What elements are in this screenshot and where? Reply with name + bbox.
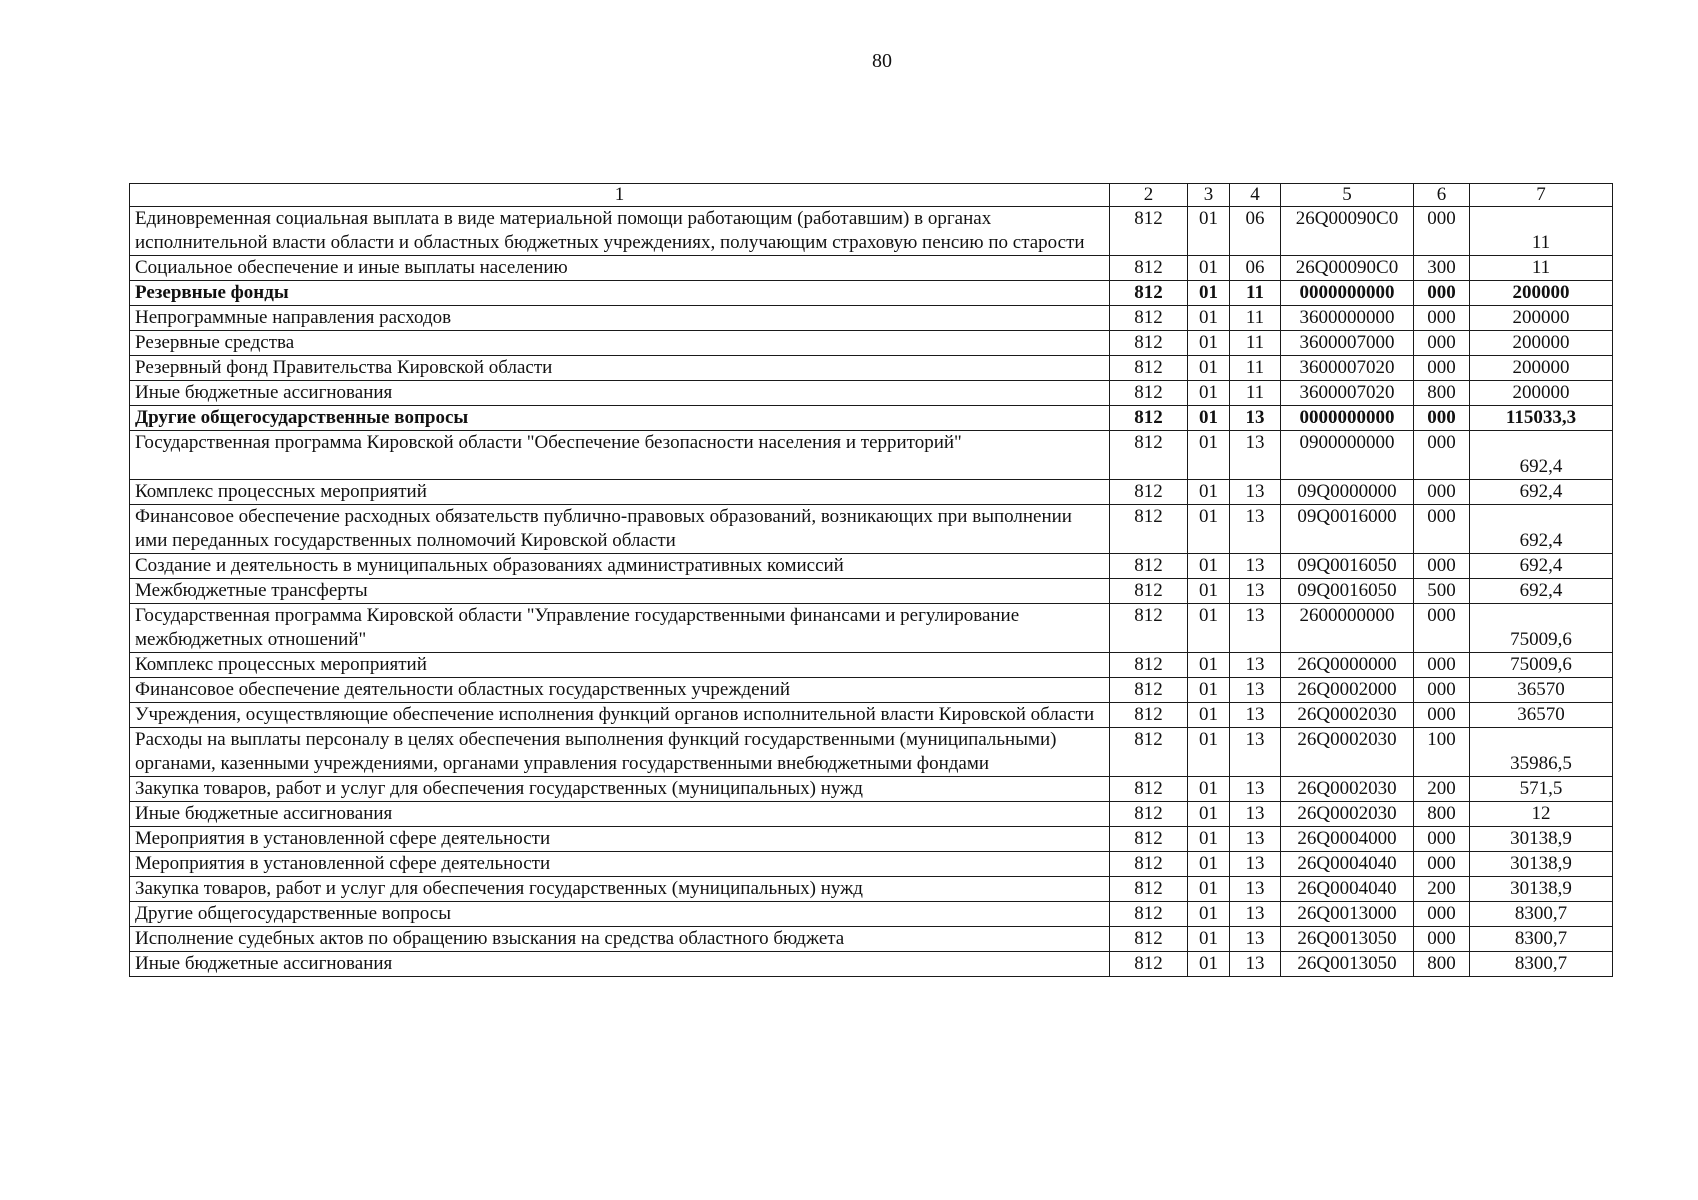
row-code-cell: 812 [1110,802,1188,827]
row-expense-type-cell: 000 [1414,604,1470,653]
row-expense-type-cell: 800 [1414,381,1470,406]
table-row [130,505,1613,554]
row-expense-type-cell: 500 [1414,579,1470,604]
row-section-cell: 01 [1188,256,1230,281]
row-name-cell: Закупка товаров, работ и услуг для обеспечения государственных (муниципальных) нужд [130,777,1110,802]
row-section-cell: 01 [1188,505,1230,554]
table-row [130,827,1613,852]
row-target-article-cell: 09Q0000000 [1281,480,1414,505]
row-subsection-cell: 13 [1230,431,1281,480]
row-subsection-cell: 13 [1230,579,1281,604]
row-name-cell: Межбюджетные трансферты [130,579,1110,604]
row-name-cell: Резервный фонд Правительства Кировской области [130,356,1110,381]
row-expense-type-cell: 800 [1414,802,1470,827]
row-section-cell: 01 [1188,331,1230,356]
row-expense-type-cell: 000 [1414,653,1470,678]
column-header: 2 [1110,184,1188,207]
row-section-cell: 01 [1188,678,1230,703]
row-expense-type-cell: 300 [1414,256,1470,281]
row-section-cell: 01 [1188,281,1230,306]
row-section-cell: 01 [1188,381,1230,406]
table-row [130,207,1613,256]
table-row [130,653,1613,678]
row-target-article-cell: 26Q0002000 [1281,678,1414,703]
row-expense-type-cell: 200 [1414,877,1470,902]
row-target-article-cell: 26Q0002030 [1281,728,1414,777]
row-section-cell: 01 [1188,827,1230,852]
row-code-cell: 812 [1110,777,1188,802]
column-header: 6 [1414,184,1470,207]
row-subsection-cell: 06 [1230,256,1281,281]
row-section-cell: 01 [1188,431,1230,480]
row-amount-cell: 8300,7 [1470,952,1613,977]
row-target-article-cell: 26Q0013050 [1281,927,1414,952]
table-row [130,604,1613,653]
row-code-cell: 812 [1110,927,1188,952]
row-section-cell: 01 [1188,356,1230,381]
row-name-cell: Государственная программа Кировской области "Обеспечение безопасности населения и территорий" [130,431,1110,480]
row-code-cell: 812 [1110,579,1188,604]
table-row [130,356,1613,381]
row-expense-type-cell: 000 [1414,480,1470,505]
row-name-cell: Мероприятия в установленной сфере деятельности [130,827,1110,852]
row-target-article-cell: 09Q0016000 [1281,505,1414,554]
row-target-article-cell: 0900000000 [1281,431,1414,480]
row-subsection-cell: 13 [1230,827,1281,852]
table-row [130,381,1613,406]
table-row [130,902,1613,927]
row-subsection-cell: 13 [1230,777,1281,802]
row-subsection-cell: 13 [1230,902,1281,927]
row-subsection-cell: 11 [1230,356,1281,381]
row-subsection-cell: 13 [1230,877,1281,902]
row-subsection-cell: 11 [1230,281,1281,306]
table-row [130,579,1613,604]
budget-table [129,183,1613,977]
row-expense-type-cell: 000 [1414,703,1470,728]
row-code-cell: 812 [1110,952,1188,977]
row-target-article-cell: 26Q0013000 [1281,902,1414,927]
table-row [130,877,1613,902]
table-row [130,703,1613,728]
column-header: 7 [1470,184,1613,207]
row-expense-type-cell: 000 [1414,306,1470,331]
row-amount-cell: 692,4 [1470,505,1613,554]
row-subsection-cell: 13 [1230,678,1281,703]
row-name-cell: Другие общегосударственные вопросы [130,406,1110,431]
row-amount-cell: 30138,9 [1470,852,1613,877]
row-amount-cell: 30138,9 [1470,877,1613,902]
row-section-cell: 01 [1188,653,1230,678]
row-expense-type-cell: 000 [1414,927,1470,952]
table-row [130,431,1613,480]
row-code-cell: 812 [1110,431,1188,480]
row-expense-type-cell: 100 [1414,728,1470,777]
table-row [130,306,1613,331]
row-subsection-cell: 13 [1230,406,1281,431]
table-row [130,852,1613,877]
row-subsection-cell: 13 [1230,505,1281,554]
row-code-cell: 812 [1110,827,1188,852]
row-amount-cell: 692,4 [1470,431,1613,480]
row-section-cell: 01 [1188,207,1230,256]
row-amount-cell: 11 [1470,256,1613,281]
table-body [130,207,1613,977]
row-section-cell: 01 [1188,927,1230,952]
row-amount-cell: 200000 [1470,331,1613,356]
row-code-cell: 812 [1110,728,1188,777]
row-target-article-cell: 3600007000 [1281,331,1414,356]
row-amount-cell: 35986,5 [1470,728,1613,777]
row-code-cell: 812 [1110,852,1188,877]
column-header: 3 [1188,184,1230,207]
row-name-cell: Учреждения, осуществляющие обеспечение исполнения функций органов исполнительной власти Кировской области [130,703,1110,728]
page-number: 80 [872,50,892,72]
row-code-cell: 812 [1110,877,1188,902]
row-name-cell: Расходы на выплаты персоналу в целях обеспечения выполнения функций государственными (муниципальными) органами, казенными учреждениями, органами управления государственными внебюджетными фондами [130,728,1110,777]
row-subsection-cell: 13 [1230,728,1281,777]
row-expense-type-cell: 000 [1414,852,1470,877]
row-section-cell: 01 [1188,902,1230,927]
row-target-article-cell: 26Q00090C0 [1281,256,1414,281]
row-amount-cell: 200000 [1470,281,1613,306]
row-amount-cell: 8300,7 [1470,927,1613,952]
table-header-row [130,184,1613,207]
table-row [130,480,1613,505]
row-amount-cell: 115033,3 [1470,406,1613,431]
row-name-cell: Резервные средства [130,331,1110,356]
row-section-cell: 01 [1188,554,1230,579]
row-code-cell: 812 [1110,381,1188,406]
row-code-cell: 812 [1110,653,1188,678]
row-target-article-cell: 3600000000 [1281,306,1414,331]
table-row [130,331,1613,356]
row-subsection-cell: 13 [1230,554,1281,579]
row-target-article-cell: 3600007020 [1281,356,1414,381]
row-expense-type-cell: 200 [1414,777,1470,802]
row-subsection-cell: 11 [1230,331,1281,356]
row-section-cell: 01 [1188,480,1230,505]
row-target-article-cell: 09Q0016050 [1281,554,1414,579]
table-row [130,678,1613,703]
row-code-cell: 812 [1110,356,1188,381]
row-code-cell: 812 [1110,281,1188,306]
row-target-article-cell: 2600000000 [1281,604,1414,653]
row-expense-type-cell: 000 [1414,356,1470,381]
row-section-cell: 01 [1188,728,1230,777]
row-name-cell: Комплекс процессных мероприятий [130,480,1110,505]
table-row [130,952,1613,977]
row-amount-cell: 200000 [1470,356,1613,381]
row-name-cell: Мероприятия в установленной сфере деятельности [130,852,1110,877]
row-code-cell: 812 [1110,331,1188,356]
row-amount-cell: 11 [1470,207,1613,256]
row-name-cell: Исполнение судебных актов по обращению взыскания на средства областного бюджета [130,927,1110,952]
row-expense-type-cell: 000 [1414,281,1470,306]
column-header: 5 [1281,184,1414,207]
table-row [130,281,1613,306]
row-target-article-cell: 26Q0000000 [1281,653,1414,678]
row-subsection-cell: 13 [1230,852,1281,877]
row-section-cell: 01 [1188,703,1230,728]
row-subsection-cell: 13 [1230,480,1281,505]
row-subsection-cell: 06 [1230,207,1281,256]
table-row [130,256,1613,281]
row-expense-type-cell: 800 [1414,952,1470,977]
row-section-cell: 01 [1188,877,1230,902]
row-target-article-cell: 26Q0002030 [1281,802,1414,827]
row-amount-cell: 75009,6 [1470,604,1613,653]
row-target-article-cell: 09Q0016050 [1281,579,1414,604]
row-target-article-cell: 26Q0004040 [1281,877,1414,902]
table-row [130,802,1613,827]
row-target-article-cell: 26Q0002030 [1281,703,1414,728]
row-expense-type-cell: 000 [1414,678,1470,703]
row-subsection-cell: 13 [1230,927,1281,952]
row-subsection-cell: 11 [1230,306,1281,331]
row-target-article-cell: 3600007020 [1281,381,1414,406]
row-section-cell: 01 [1188,306,1230,331]
table-row [130,777,1613,802]
row-name-cell: Непрограммные направления расходов [130,306,1110,331]
row-section-cell: 01 [1188,406,1230,431]
row-code-cell: 812 [1110,554,1188,579]
row-name-cell: Единовременная социальная выплата в виде материальной помощи работающим (работавшим) в органах исполнительной власти области и областных бюджетных учреждениях, получающим страховую пенсию по старости [130,207,1110,256]
row-subsection-cell: 11 [1230,381,1281,406]
row-amount-cell: 692,4 [1470,480,1613,505]
row-section-cell: 01 [1188,604,1230,653]
row-name-cell: Иные бюджетные ассигнования [130,802,1110,827]
row-expense-type-cell: 000 [1414,406,1470,431]
row-target-article-cell: 0000000000 [1281,406,1414,431]
row-amount-cell: 692,4 [1470,579,1613,604]
row-subsection-cell: 13 [1230,952,1281,977]
row-code-cell: 812 [1110,256,1188,281]
row-subsection-cell: 13 [1230,703,1281,728]
row-expense-type-cell: 000 [1414,554,1470,579]
row-target-article-cell: 26Q00090C0 [1281,207,1414,256]
row-code-cell: 812 [1110,902,1188,927]
row-expense-type-cell: 000 [1414,505,1470,554]
row-code-cell: 812 [1110,306,1188,331]
row-name-cell: Иные бюджетные ассигнования [130,952,1110,977]
row-name-cell: Комплекс процессных мероприятий [130,653,1110,678]
row-code-cell: 812 [1110,703,1188,728]
row-name-cell: Финансовое обеспечение расходных обязательств публично-правовых образований, возникающих при выполнении ими переданных государственных полномочий Кировской области [130,505,1110,554]
row-name-cell: Социальное обеспечение и иные выплаты населению [130,256,1110,281]
row-target-article-cell: 0000000000 [1281,281,1414,306]
row-code-cell: 812 [1110,406,1188,431]
row-code-cell: 812 [1110,505,1188,554]
row-amount-cell: 30138,9 [1470,827,1613,852]
table-row [130,406,1613,431]
row-code-cell: 812 [1110,604,1188,653]
table-row [130,728,1613,777]
row-section-cell: 01 [1188,777,1230,802]
row-subsection-cell: 13 [1230,653,1281,678]
row-name-cell: Другие общегосударственные вопросы [130,902,1110,927]
row-target-article-cell: 26Q0004040 [1281,852,1414,877]
row-amount-cell: 200000 [1470,306,1613,331]
column-header: 4 [1230,184,1281,207]
row-expense-type-cell: 000 [1414,827,1470,852]
row-amount-cell: 36570 [1470,678,1613,703]
row-target-article-cell: 26Q0002030 [1281,777,1414,802]
row-expense-type-cell: 000 [1414,902,1470,927]
column-header: 1 [130,184,1110,207]
row-code-cell: 812 [1110,480,1188,505]
row-amount-cell: 200000 [1470,381,1613,406]
row-name-cell: Создание и деятельность в муниципальных образованиях административных комиссий [130,554,1110,579]
row-name-cell: Иные бюджетные ассигнования [130,381,1110,406]
row-expense-type-cell: 000 [1414,431,1470,480]
row-name-cell: Закупка товаров, работ и услуг для обеспечения государственных (муниципальных) нужд [130,877,1110,902]
table-row [130,554,1613,579]
row-code-cell: 812 [1110,207,1188,256]
row-expense-type-cell: 000 [1414,207,1470,256]
row-section-cell: 01 [1188,579,1230,604]
row-target-article-cell: 26Q0013050 [1281,952,1414,977]
row-target-article-cell: 26Q0004000 [1281,827,1414,852]
row-section-cell: 01 [1188,952,1230,977]
row-subsection-cell: 13 [1230,604,1281,653]
row-subsection-cell: 13 [1230,802,1281,827]
row-amount-cell: 75009,6 [1470,653,1613,678]
row-name-cell: Финансовое обеспечение деятельности областных государственных учреждений [130,678,1110,703]
row-name-cell: Резервные фонды [130,281,1110,306]
row-amount-cell: 8300,7 [1470,902,1613,927]
row-expense-type-cell: 000 [1414,331,1470,356]
row-name-cell: Государственная программа Кировской области "Управление государственными финансами и регулирование межбюджетных отношений" [130,604,1110,653]
row-code-cell: 812 [1110,678,1188,703]
row-amount-cell: 571,5 [1470,777,1613,802]
table-row [130,927,1613,952]
row-section-cell: 01 [1188,852,1230,877]
row-amount-cell: 692,4 [1470,554,1613,579]
row-section-cell: 01 [1188,802,1230,827]
row-amount-cell: 12 [1470,802,1613,827]
row-amount-cell: 36570 [1470,703,1613,728]
